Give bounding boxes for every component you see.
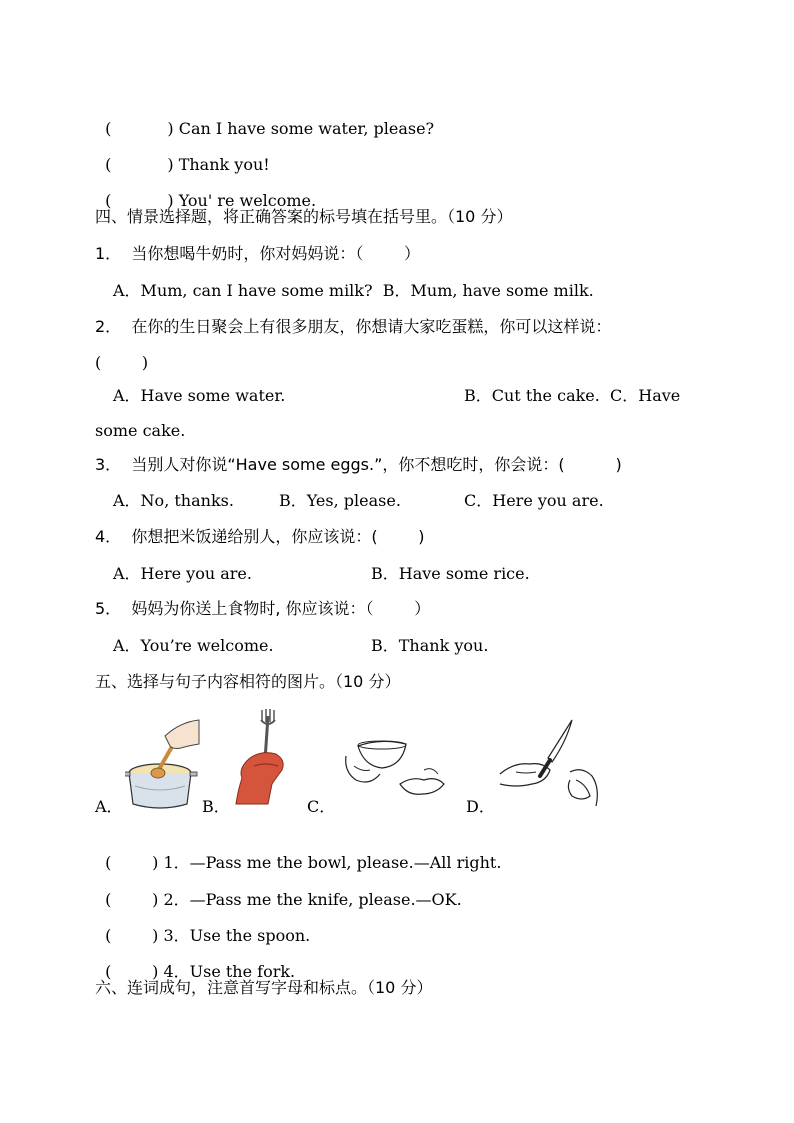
section-4-heading: 四、情景选择题，将正确答案的标号填在括号里。（10 分）: [95, 207, 513, 226]
q3-stem: 3． 当别人对你说“Have some eggs.”，你不想吃时，你会说：( ): [95, 455, 622, 474]
picture-question-2: [95, 870, 462, 910]
item-text: Can I have some water, please?: [178, 119, 435, 138]
q3-option-c: C．Here you are.: [464, 491, 604, 510]
item-text: Thank you!: [178, 155, 270, 174]
item-text: You' re welcome.: [178, 191, 317, 210]
pot-with-spoon-picture[interactable]: [125, 716, 200, 811]
answer-bracket[interactable]: ( ): [105, 155, 174, 174]
answer-bracket[interactable]: ( ): [105, 853, 159, 872]
q1-stem: 1． 当你想喝牛奶时，你对妈妈说：（ ）: [95, 244, 421, 263]
q4-option-a: A．Here you are.: [113, 564, 252, 583]
picture-question-4: [95, 942, 295, 982]
q3-option-b: B．Yes, please.: [279, 491, 401, 510]
question-text: 3．Use the spoon.: [163, 926, 311, 945]
q4-option-b: B．Have some rice.: [371, 564, 530, 583]
q2-stem: 2． 在你的生日聚会上有很多朋友，你想请大家吃蛋糕，你可以这样说：: [95, 317, 612, 336]
matching-item-3: [95, 171, 316, 211]
answer-bracket[interactable]: ( ): [105, 191, 174, 210]
section-6-heading: 六、连词成句，注意首写字母和标点。（10 分）: [95, 978, 433, 997]
answer-bracket[interactable]: ( ): [105, 119, 174, 138]
bowl-in-hands-picture[interactable]: [340, 736, 455, 806]
answer-bracket[interactable]: ( ): [105, 890, 159, 909]
picture-question-1: [95, 833, 501, 873]
question-text: 2．—Pass me the knife, please.—OK.: [163, 890, 462, 909]
q3-option-a: A．No, thanks.: [113, 491, 234, 510]
picture-label-a: A．: [95, 797, 123, 816]
picture-label-d: D．: [466, 797, 495, 816]
picture-label-b: B．: [202, 797, 230, 816]
answer-bracket[interactable]: ( ): [105, 926, 159, 945]
q2-option-a: A．Have some water.: [113, 386, 286, 405]
matching-item-2: [95, 135, 270, 175]
answer-bracket[interactable]: ( ): [105, 962, 159, 981]
picture-label-c: C．: [307, 797, 336, 816]
knife-in-hands-picture[interactable]: [496, 718, 606, 812]
picture-question-3: [95, 906, 310, 946]
q2-option-c-cont: some cake.: [95, 421, 186, 440]
q1-options: A．Mum, can I have some milk? B．Mum, have some milk.: [113, 281, 594, 300]
q4-stem: 4． 你想把米饭递给别人，你应该说：( ): [95, 527, 425, 546]
q5-option-b: B．Thank you.: [371, 636, 489, 655]
q2-bracket[interactable]: ( ): [95, 353, 149, 372]
fork-in-hand-picture[interactable]: [232, 708, 292, 808]
section-5-heading: 五、选择与句子内容相符的图片。（10 分）: [95, 672, 401, 691]
q2-option-b: B．Cut the cake. C．Have: [464, 386, 681, 405]
q5-stem: 5． 妈妈为你送上食物时, 你应该说：（ ）: [95, 599, 431, 618]
q5-option-a: A．You’re welcome.: [113, 636, 274, 655]
question-text: 4．Use the fork.: [163, 962, 296, 981]
question-text: 1．—Pass me the bowl, please.—All right.: [163, 853, 502, 872]
matching-item-1: [95, 99, 434, 139]
